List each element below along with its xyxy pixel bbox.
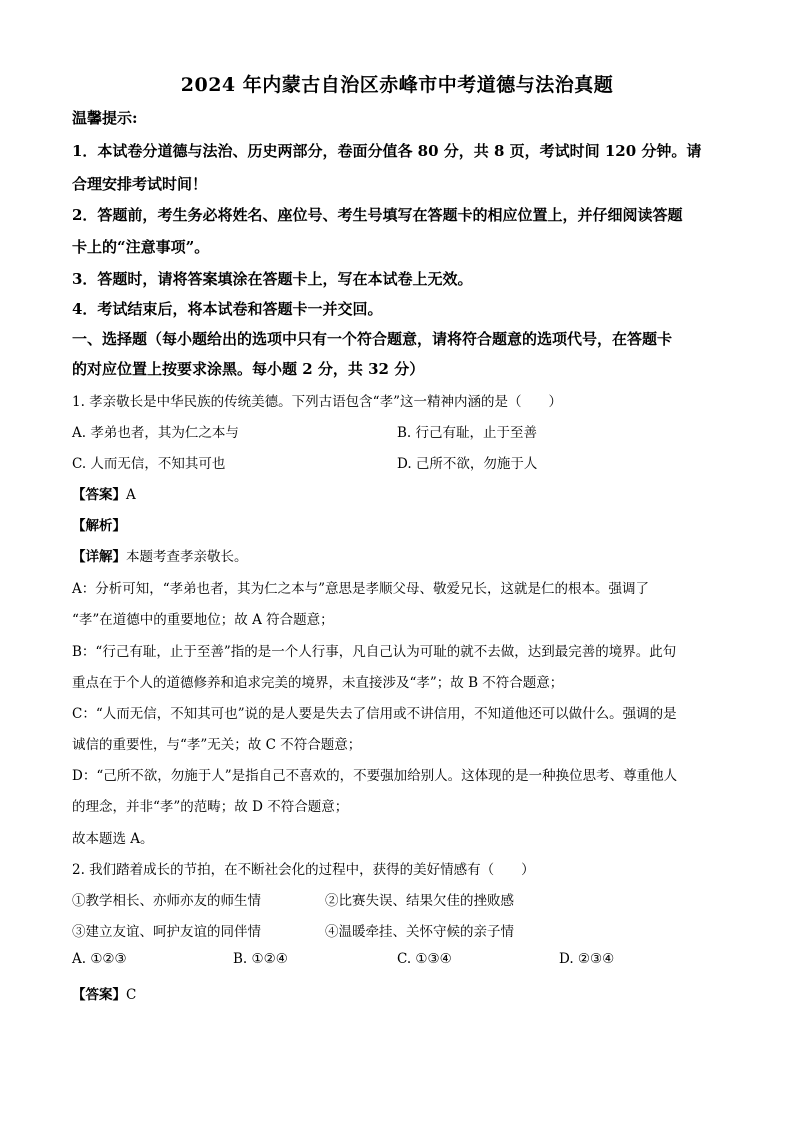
question-2-option-b: B. ①②④ bbox=[233, 951, 288, 967]
tip-line: 卡上的“注意事项”。 bbox=[72, 238, 210, 256]
tip-line: 1．本试卷分道德与法治、历史两部分，卷面分值各 80 分，共 8 页，考试时间 120 分钟。请 bbox=[72, 142, 702, 160]
question-2-stem: 2. 我们踏着成长的节拍，在不断社会化的过程中，获得的美好情感有（ ） bbox=[72, 862, 535, 878]
explanation-line: C：“人而无信，不知其可也”说的是人要是失去了信用或不讲信用，不知道他还可以做什么。强调的是 bbox=[72, 706, 677, 722]
question-1-option-a: A. 孝弟也者，其为仁之本与 bbox=[72, 425, 239, 441]
question-2-option-d: D. ②③④ bbox=[559, 951, 615, 967]
detail-line bbox=[72, 545, 248, 565]
explanation-line: “孝”在道德中的重要地位；故 A 符合题意； bbox=[72, 612, 334, 628]
question-2-item: ④温暖牵挂、关怀守候的亲子情 bbox=[325, 924, 514, 940]
question-1-stem: 1. 孝亲敬长是中华民族的传统美德。下列古语包含“孝”这一精神内涵的是（ ） bbox=[72, 394, 562, 410]
section-heading: 的对应位置上按要求涂黑。每小题 2 分，共 32 分） bbox=[72, 360, 425, 378]
page-title: 2024 年内蒙古自治区赤峰市中考道德与法治真题 bbox=[180, 74, 614, 96]
question-1-answer bbox=[72, 483, 136, 503]
tip-line: 合理安排考试时间！ bbox=[72, 175, 208, 193]
answer-tag: 【答案】 bbox=[72, 487, 126, 503]
question-1-option-d: D. 己所不欲，勿施于人 bbox=[397, 456, 538, 472]
answer-tag: 【答案】 bbox=[72, 987, 126, 1003]
question-2-option-c: C. ①③④ bbox=[397, 951, 452, 967]
question-2-item: ①教学相长、亦师亦友的师生情 bbox=[72, 893, 261, 909]
explanation-line: D：“己所不欲，勿施于人”是指自己不喜欢的，不要强加给别人。这体现的是一种换位思考、尊重他人 bbox=[72, 768, 678, 784]
explanation-line: A：分析可知，“孝弟也者，其为仁之本与”意思是孝顺父母、敬爱兄长，这就是仁的根本。强调了 bbox=[72, 581, 650, 597]
tip-line: 2．答题前，考生务必将姓名、座位号、考生号填写在答题卡的相应位置上，并仔细阅读答题 bbox=[72, 206, 683, 224]
question-2-item: ③建立友谊、呵护友谊的同伴情 bbox=[72, 924, 261, 940]
question-2-answer bbox=[72, 983, 136, 1003]
analysis-tag-label: 【解析】 bbox=[72, 518, 126, 534]
section-heading: 一、选择题（每小题给出的选项中只有一个符合题意，请将符合题意的选项代号，在答题卡 bbox=[72, 330, 673, 348]
tips-heading: 温馨提示: bbox=[72, 109, 138, 127]
explanation-line: 的理念，并非“孝”的范畴；故 D 不符合题意； bbox=[72, 799, 349, 815]
explanation-line: B：“行己有耻，止于至善”指的是一个人行事，凡自己认为可耻的就不去做，达到最完善的境界。此句 bbox=[72, 644, 677, 660]
question-1-option-c: C. 人而无信，不知其可也 bbox=[72, 456, 226, 472]
tip-line: 4．考试结束后，将本试卷和答题卡一并交回。 bbox=[72, 300, 383, 318]
tip-line: 3．答题时，请将答案填涂在答题卡上，写在本试卷上无效。 bbox=[72, 270, 473, 288]
detail-tag: 【详解】 bbox=[72, 549, 126, 565]
analysis-tag bbox=[72, 514, 126, 534]
detail-text: 本题考查孝亲敬长。 bbox=[126, 549, 248, 565]
explanation-line: 重点在于个人的道德修养和追求完美的境界，未直接涉及“孝”；故 B 不符合题意； bbox=[72, 675, 564, 691]
answer-value: C bbox=[126, 987, 137, 1003]
question-2-option-a: A. ①②③ bbox=[72, 951, 127, 967]
explanation-line: 故本题选 A。 bbox=[72, 831, 154, 847]
question-2-item: ②比赛失误、结果欠佳的挫败感 bbox=[325, 893, 514, 909]
answer-value: A bbox=[126, 487, 136, 503]
explanation-line: 诚信的重要性，与“孝”无关；故 C 不符合题意； bbox=[72, 737, 362, 753]
question-1-option-b: B. 行己有耻，止于至善 bbox=[397, 425, 538, 441]
